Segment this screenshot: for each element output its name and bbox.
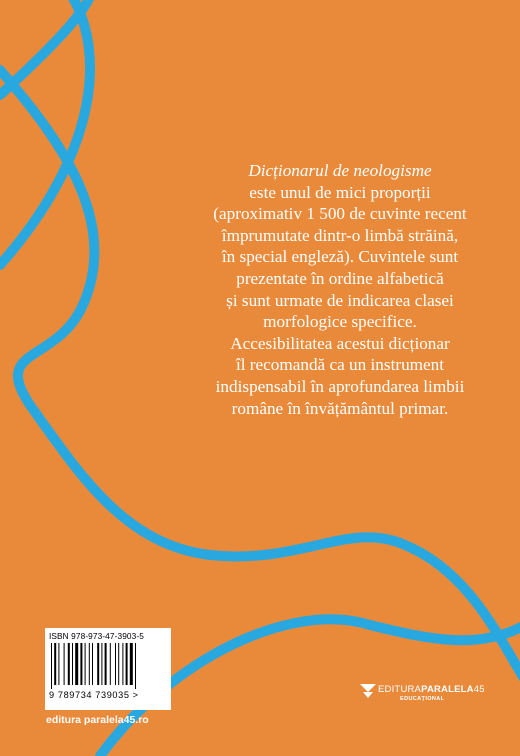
barcode-image (49, 643, 167, 689)
description-line: este unul de mici proporții (249, 182, 431, 202)
publisher-website: editura paralela45.ro (46, 714, 149, 726)
barcode-digits: 9 789734 739035 > (49, 690, 139, 700)
description-line: indispensabil în aprofundarea limbii (215, 376, 465, 396)
publisher-imprint: EDUCAȚIONAL (400, 696, 445, 702)
isbn-label: ISBN 978-973-47-3903-5 (49, 631, 144, 641)
isbn-barcode-box (45, 628, 171, 710)
book-title: Dicționarul de neologisme (248, 161, 432, 180)
description-text (175, 160, 505, 419)
description-line: române în învățământul primar. (231, 398, 449, 418)
description-line: morfologice specifice. (263, 312, 417, 332)
description-line: în special engleză). Cuvintele sunt (221, 247, 459, 267)
publisher-name: EDITURAPARALELA45 (378, 684, 485, 695)
chevron-logo-icon (360, 684, 376, 698)
description-line: îl recomandă ca un instrument (235, 355, 445, 375)
publisher-logo (360, 682, 510, 712)
description-line: prezentate în ordine alfabetică (236, 268, 444, 288)
description-line: și sunt urmate de indicarea clasei (226, 290, 454, 310)
description-line: Accesibilitatea acestui dicționar (230, 333, 450, 353)
description-line: împrumutate dintr-o limbă străină, (221, 225, 459, 245)
description-line: (aproximativ 1 500 de cuvinte recent (213, 204, 467, 224)
